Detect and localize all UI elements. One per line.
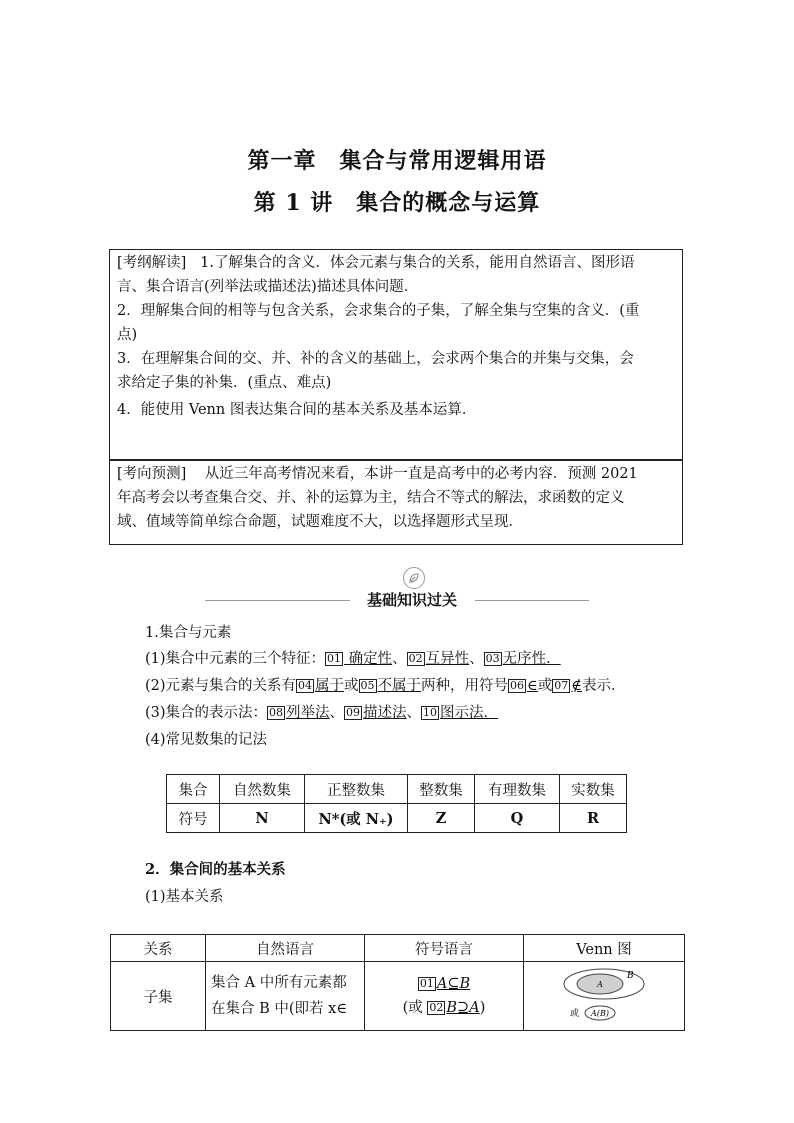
separator: 、: [392, 651, 407, 667]
answer-blank: 图示法．: [440, 705, 499, 721]
statement-3: [145, 701, 498, 722]
syllabus-item-1-line-1: 1.了解集合的含义．体会元素与集合的关系，能用自然语言、图形语: [200, 255, 635, 271]
blank-number: 03: [485, 652, 500, 665]
table-cell: [365, 962, 524, 1031]
table-cell: 符号: [167, 804, 220, 833]
answer-blank: 互异性: [425, 651, 470, 667]
blank-number: 08: [269, 706, 284, 719]
syllabus-item-3: [117, 347, 675, 395]
blank-number: 02: [408, 652, 423, 665]
blank-number: 01: [419, 977, 434, 990]
syllabus-item-2-line-2: 点): [117, 327, 138, 343]
blank-number: 04: [298, 679, 313, 692]
syllabus-item-2-line-1: 2．理解集合间的相等与包含关系，会求集合的子集，了解全集与空集的含义．(重: [117, 303, 640, 319]
blank-number: 07: [554, 679, 569, 692]
syllabus-item-2: [117, 299, 675, 347]
syllabus-item-1: [117, 251, 675, 299]
part2-subheading: (1)基本关系: [145, 889, 224, 905]
connector: (或: [402, 1000, 428, 1016]
connector: 或: [537, 678, 553, 694]
blank-number: 10: [423, 706, 438, 719]
table-cell: [206, 962, 365, 1031]
table-cell: Q: [475, 804, 560, 833]
natural-language-line-2: 在集合 B 中(即若 x∈: [211, 1001, 348, 1017]
answer-blank: 确定性: [344, 651, 393, 667]
table-cell: 自然语言: [206, 935, 365, 962]
syllabus-item-3-line-1: 3．在理解集合间的交、并、补的含义的基础上，会求两个集合的并集与交集，会: [117, 351, 634, 367]
statement-1-prefix: (1)集合中元素的三个特征：: [145, 651, 326, 667]
syllabus-tag: [考纲解读]: [117, 255, 187, 271]
table-row: [111, 962, 685, 1031]
statement-3-prefix: (3)集合的表示法：: [145, 705, 268, 721]
blank-number: 05: [360, 679, 375, 692]
forecast-tag: [考向预测]: [117, 466, 187, 482]
table-row: [111, 935, 685, 962]
answer-blank: B⊇A: [446, 1000, 480, 1016]
section-divider-left: [205, 600, 350, 601]
table-cell: N*(或 N₊): [305, 804, 408, 833]
part1-heading: 1.集合与元素: [145, 625, 232, 641]
venn-diagram: [524, 962, 684, 1026]
table-cell: 子集: [111, 962, 206, 1031]
blank-number: 02: [429, 1001, 444, 1014]
statement-4: (4)常见数集的记法: [145, 732, 268, 748]
syllabus-box: [109, 249, 683, 460]
venn-equal-label: A(B): [591, 1009, 609, 1018]
answer-blank: ∉: [571, 678, 583, 694]
table-cell: Venn 图: [524, 935, 685, 962]
table-cell: 集合: [167, 775, 220, 804]
table-cell: 自然数集: [220, 775, 305, 804]
table-cell: 实数集: [560, 775, 627, 804]
table-cell: R: [560, 804, 627, 833]
table-cell: Z: [408, 804, 475, 833]
forecast-line-1: 从近三年高考情况来看，本讲一直是高考中的必考内容．预测 2021: [204, 466, 638, 482]
blank-number: 09: [346, 706, 361, 719]
statement-2: [145, 674, 626, 695]
answer-blank: A⊆B: [436, 976, 471, 992]
separator: 、: [469, 651, 484, 667]
forecast-line-2: 年高考会以考查集合交、并、补的运算为主，结合不等式的解法，求函数的定义: [117, 490, 625, 506]
syllabus-item-4: 4．能使用 Venn 图表达集合间的基本关系及基本运算．: [117, 402, 477, 418]
answer-blank: ∈: [527, 678, 538, 694]
answer-blank: 属于: [315, 678, 345, 694]
section-title: 基础知识过关: [366, 591, 457, 609]
table-row: [167, 775, 627, 804]
forecast-text: [117, 462, 675, 534]
separator: 、: [406, 705, 422, 721]
part2-heading: 2．集合间的基本关系: [145, 861, 286, 878]
table-cell: [524, 962, 685, 1031]
blank-number: 06: [510, 679, 525, 692]
section-divider-right: [475, 600, 589, 601]
leaf-icon: [403, 567, 425, 589]
table-cell: N: [220, 804, 305, 833]
answer-blank: 描述法: [363, 705, 407, 721]
venn-or-label: 或: [570, 1009, 580, 1019]
number-set-table: [166, 774, 627, 833]
forecast-line-3: 域、值域等简单综合命题，试题难度不大，以选择题形式呈现．: [117, 514, 523, 530]
connector: 两种，用符号: [421, 678, 509, 694]
section-header: [205, 567, 589, 613]
chapter-title: 第一章 集合与常用逻辑用语: [247, 148, 547, 174]
table-cell: 有理数集: [475, 775, 560, 804]
table-cell: 符号语言: [365, 935, 524, 962]
connector: ): [479, 1000, 486, 1016]
venn-inner-label: A: [597, 980, 603, 989]
statement-2-prefix: (2)元素与集合的关系有: [145, 678, 297, 694]
venn-outer-label: B: [627, 971, 634, 981]
table-cell: 整数集: [408, 775, 475, 804]
lesson-title: 第 1 讲 集合的概念与运算: [253, 190, 541, 216]
answer-blank: 无序性．: [502, 651, 561, 667]
answer-blank: 不属于: [377, 678, 422, 694]
connector: 或: [344, 678, 359, 694]
blank-number: 01: [327, 652, 342, 665]
table-cell: 关系: [111, 935, 206, 962]
table-row: [167, 804, 627, 833]
statement-1: [145, 647, 561, 668]
statement-2-suffix: 表示．: [582, 678, 626, 694]
answer-blank: 列举法: [286, 705, 330, 721]
syllabus-item-1-line-2: 言、集合语言(列举法或描述法)描述具体问题．: [117, 279, 419, 295]
syllabus-item-3-line-2: 求给定子集的补集．(重点、难点): [117, 375, 332, 391]
table-cell: 正整数集: [305, 775, 408, 804]
relation-table: [110, 934, 685, 1031]
natural-language-line-1: 集合 A 中所有元素都: [211, 975, 347, 991]
separator: 、: [329, 705, 345, 721]
forecast-box: [109, 460, 683, 545]
